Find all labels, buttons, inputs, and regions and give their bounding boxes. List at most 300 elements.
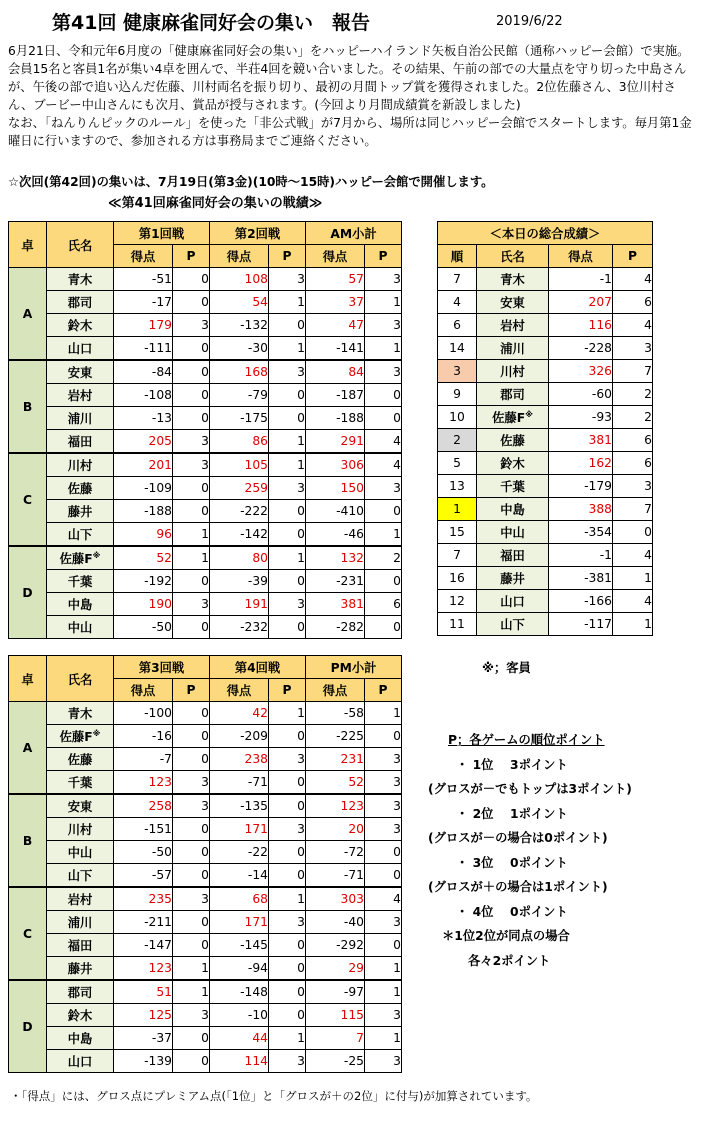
score-cell: -22 [210, 841, 269, 864]
overall-row [438, 314, 653, 337]
table-row [9, 314, 402, 337]
subtotal-score-cell: 57 [306, 268, 365, 291]
subtotal-point-cell: 0 [365, 570, 402, 593]
pm-results-body [9, 702, 402, 1073]
point-cell: 0 [269, 570, 306, 593]
point-cell: 0 [173, 818, 210, 841]
header-p: P [365, 679, 402, 702]
total-score-cell: -1 [549, 544, 613, 567]
point-cell: 0 [173, 911, 210, 934]
point-cell: 1 [173, 523, 210, 547]
rank-cell: 14 [438, 337, 477, 360]
point-cell: 0 [269, 314, 306, 337]
score-cell: 123 [114, 771, 173, 795]
legend-line: ・ 2位 1ポイント [456, 806, 568, 821]
player-name-text: 青木 [67, 273, 93, 287]
player-name-text: 山下 [67, 869, 93, 883]
point-cell: 1 [173, 957, 210, 981]
score-cell: 51 [114, 980, 173, 1004]
table-row [9, 794, 402, 818]
point-cell: 0 [269, 864, 306, 888]
total-point-cell: 1 [613, 613, 653, 636]
subtotal-point-cell: 4 [365, 453, 402, 477]
legend-line: (グロスが＋の場合は1ポイント) [428, 880, 608, 894]
player-name [47, 1004, 114, 1027]
header-score: 得点 [549, 245, 613, 268]
score-cell: 205 [114, 430, 173, 454]
header-score: 得点 [114, 679, 173, 702]
player-name-text: 藤井 [67, 962, 93, 976]
header-p: P [269, 245, 306, 268]
subtotal-score-cell: 381 [306, 593, 365, 616]
header-round1: 第1回戦 [114, 222, 210, 245]
player-name [47, 523, 114, 547]
am-results-body [9, 268, 402, 639]
table-id: B [9, 360, 47, 453]
header-pm-subtotal: PM小計 [306, 656, 402, 679]
pm-results-table [8, 655, 402, 1073]
player-name [477, 521, 549, 544]
player-name-text: 中山 [67, 846, 93, 860]
header-table: 卓 [9, 222, 47, 268]
point-cell: 0 [269, 500, 306, 523]
rank-cell: 7 [438, 268, 477, 291]
total-point-cell: 4 [613, 314, 653, 337]
footnote: ・「得点」には、グロス点にプレミアム点(「1位」と「グロスが＋の2位」に付与)が加算されています。 [10, 1089, 538, 1103]
point-cell: 1 [269, 337, 306, 361]
table-row [9, 616, 402, 639]
score-cell: -13 [114, 407, 173, 430]
header-score: 得点 [114, 245, 173, 268]
subtotal-score-cell: -292 [306, 934, 365, 957]
rank-cell: 6 [438, 314, 477, 337]
player-name [477, 360, 549, 383]
total-score-cell: -1 [549, 268, 613, 291]
point-cell: 3 [173, 771, 210, 795]
player-name-text: 佐藤F [59, 730, 93, 744]
subtotal-point-cell: 1 [365, 523, 402, 547]
player-name-text: 川村 [500, 365, 525, 379]
score-cell: 108 [210, 268, 269, 291]
overall-row [438, 268, 653, 291]
total-score-cell: -179 [549, 475, 613, 498]
score-cell: 171 [210, 911, 269, 934]
header-score: 得点 [306, 245, 365, 268]
score-cell: -151 [114, 818, 173, 841]
header-round3: 第3回戦 [114, 656, 210, 679]
point-cell: 0 [173, 407, 210, 430]
player-name [477, 452, 549, 475]
subtotal-score-cell: -71 [306, 864, 365, 888]
table-row [9, 748, 402, 771]
table-row [9, 841, 402, 864]
point-cell: 0 [269, 841, 306, 864]
intro-paragraph-2: なお、「ねんりんピックのルール」を使った「非公式戦」が7月から、場所は同じハッピー会館でスタートします。毎月第1金曜日に行いますので、参加される方は事務局までご連絡ください。 [8, 116, 692, 148]
player-name-text: 山口 [500, 595, 525, 609]
player-name-text: 福田 [67, 435, 93, 449]
score-cell: -37 [114, 1027, 173, 1050]
total-point-cell: 4 [613, 544, 653, 567]
subtotal-score-cell: 7 [306, 1027, 365, 1050]
subtotal-score-cell: -188 [306, 407, 365, 430]
guest-mark: ※ [92, 728, 101, 738]
player-name-text: 佐藤 [67, 753, 93, 767]
point-cell: 3 [173, 887, 210, 911]
player-name-text: 安東 [67, 366, 93, 380]
table-row [9, 702, 402, 725]
total-point-cell: 4 [613, 590, 653, 613]
header-round4: 第4回戦 [210, 656, 306, 679]
player-name-text: 佐藤F [59, 552, 93, 566]
table-id: C [9, 887, 47, 980]
score-cell: 259 [210, 477, 269, 500]
guest-note: ※；客員 [482, 661, 531, 675]
score-cell: -132 [210, 314, 269, 337]
player-name-text: 藤井 [67, 505, 93, 519]
table-row [9, 453, 402, 477]
total-score-cell: 162 [549, 452, 613, 475]
table-id: A [9, 702, 47, 795]
score-cell: -100 [114, 702, 173, 725]
point-cell: 0 [269, 980, 306, 1004]
header-score: 得点 [306, 679, 365, 702]
player-name [477, 406, 549, 429]
subtotal-point-cell: 3 [365, 911, 402, 934]
header-round2: 第2回戦 [210, 222, 306, 245]
player-name-text: 中島 [67, 1032, 93, 1046]
score-cell: -51 [114, 268, 173, 291]
legend-line: ・ 4位 0ポイント [456, 904, 568, 919]
player-name [47, 980, 114, 1004]
player-name-text: 浦川 [500, 342, 525, 356]
score-cell: -108 [114, 384, 173, 407]
rank-cell: 13 [438, 475, 477, 498]
player-name [47, 841, 114, 864]
player-name-text: 中山 [500, 526, 525, 540]
table-id: D [9, 546, 47, 639]
point-cell: 0 [173, 864, 210, 888]
player-name-text: 青木 [67, 707, 93, 721]
table-id: C [9, 453, 47, 546]
score-cell: 201 [114, 453, 173, 477]
subtotal-score-cell: -225 [306, 725, 365, 748]
player-name-text: 岩村 [500, 319, 525, 333]
player-name [477, 613, 549, 636]
player-name-text: 岩村 [67, 389, 93, 403]
subtotal-point-cell: 3 [365, 360, 402, 384]
table-id: A [9, 268, 47, 361]
player-name [47, 291, 114, 314]
player-name-text: 佐藤 [67, 482, 93, 496]
point-cell: 3 [173, 314, 210, 337]
score-cell: -7 [114, 748, 173, 771]
subtotal-point-cell: 1 [365, 980, 402, 1004]
score-cell: -175 [210, 407, 269, 430]
overall-row [438, 590, 653, 613]
player-name-text: 山口 [67, 1055, 93, 1069]
point-cell: 1 [269, 430, 306, 454]
report-title: 第41回 健康麻雀同好会の集い 報告 [52, 12, 371, 34]
player-name-text: 山下 [67, 528, 93, 542]
total-score-cell: 326 [549, 360, 613, 383]
point-cell: 0 [269, 771, 306, 795]
player-name-text: 佐藤 [500, 434, 525, 448]
total-point-cell: 6 [613, 291, 653, 314]
player-name-text: 中島 [67, 598, 93, 612]
point-cell: 3 [269, 268, 306, 291]
rank-cell: 7 [438, 544, 477, 567]
score-cell: -147 [114, 934, 173, 957]
legend-line: ・ 1位 3ポイント [456, 757, 568, 772]
header-score: 得点 [210, 679, 269, 702]
overall-row [438, 498, 653, 521]
point-cell: 0 [173, 337, 210, 361]
total-point-cell: 7 [613, 360, 653, 383]
player-name [47, 500, 114, 523]
overall-row [438, 452, 653, 475]
player-name-text: 中山 [67, 621, 93, 635]
player-name-text: 浦川 [67, 412, 93, 426]
player-name-text: 千葉 [500, 480, 525, 494]
player-name-text: 浦川 [67, 916, 93, 930]
player-name-text: 鈴木 [67, 319, 93, 333]
subtotal-score-cell: -187 [306, 384, 365, 407]
score-cell: -111 [114, 337, 173, 361]
player-name-text: 安東 [67, 800, 93, 814]
subtotal-score-cell: 123 [306, 794, 365, 818]
score-cell: 54 [210, 291, 269, 314]
total-score-cell: -93 [549, 406, 613, 429]
score-cell: 190 [114, 593, 173, 616]
header-p: P [613, 245, 653, 268]
subtotal-score-cell: 306 [306, 453, 365, 477]
rank-cell: 16 [438, 567, 477, 590]
player-name-text: 郡司 [67, 986, 93, 1000]
point-cell: 3 [173, 794, 210, 818]
player-name [47, 934, 114, 957]
rank-cell: 10 [438, 406, 477, 429]
table-row [9, 864, 402, 888]
guest-mark: ※ [92, 550, 101, 560]
player-name [47, 314, 114, 337]
subtotal-score-cell: -40 [306, 911, 365, 934]
total-point-cell: 2 [613, 406, 653, 429]
player-name [47, 360, 114, 384]
table-row [9, 477, 402, 500]
score-cell: 86 [210, 430, 269, 454]
total-score-cell: -354 [549, 521, 613, 544]
subtotal-point-cell: 0 [365, 500, 402, 523]
header-name: 氏名 [477, 245, 549, 268]
point-cell: 1 [173, 980, 210, 1004]
player-name [477, 567, 549, 590]
next-meeting-notice: ☆次回(第42回)の集いは、7月19日(第3金)(10時～15時)ハッピー会館で開催します。 [8, 175, 494, 189]
table-row [9, 291, 402, 314]
score-cell: -50 [114, 841, 173, 864]
total-point-cell: 7 [613, 498, 653, 521]
subtotal-score-cell: 52 [306, 771, 365, 795]
player-name [47, 957, 114, 981]
subtotal-point-cell: 2 [365, 546, 402, 570]
legend-line: 各々2ポイント [468, 953, 551, 968]
player-name [477, 429, 549, 452]
point-cell: 0 [173, 384, 210, 407]
table-row [9, 911, 402, 934]
table-row [9, 384, 402, 407]
score-cell: 96 [114, 523, 173, 547]
rank-cell: 15 [438, 521, 477, 544]
player-name [47, 725, 114, 748]
subtotal-score-cell: 231 [306, 748, 365, 771]
subtotal-point-cell: 3 [365, 748, 402, 771]
player-name-text: 川村 [67, 823, 93, 837]
total-score-cell: 388 [549, 498, 613, 521]
score-cell: -14 [210, 864, 269, 888]
total-point-cell: 0 [613, 521, 653, 544]
player-name [47, 384, 114, 407]
point-cell: 3 [269, 360, 306, 384]
player-name [47, 477, 114, 500]
player-name [477, 475, 549, 498]
subtotal-score-cell: -46 [306, 523, 365, 547]
player-name-text: 福田 [500, 549, 525, 563]
subtotal-score-cell: 47 [306, 314, 365, 337]
player-name [47, 794, 114, 818]
header-p: P [173, 245, 210, 268]
player-name [47, 453, 114, 477]
table-row [9, 1004, 402, 1027]
player-name [47, 546, 114, 570]
point-cell: 0 [269, 407, 306, 430]
subtotal-score-cell: -410 [306, 500, 365, 523]
table-row [9, 934, 402, 957]
subtotal-score-cell: 84 [306, 360, 365, 384]
player-name [47, 887, 114, 911]
player-name [47, 616, 114, 639]
player-name-text: 福田 [67, 939, 93, 953]
subtotal-point-cell: 1 [365, 291, 402, 314]
point-cell: 0 [269, 725, 306, 748]
point-cell: 0 [173, 934, 210, 957]
player-name [477, 590, 549, 613]
legend-line: ・ 3位 0ポイント [456, 855, 568, 870]
point-cell: 3 [269, 748, 306, 771]
intro-text [8, 42, 698, 150]
score-cell: -57 [114, 864, 173, 888]
rank-cell: 9 [438, 383, 477, 406]
score-cell: 123 [114, 957, 173, 981]
overall-row [438, 521, 653, 544]
legend-line: (グロスが－の場合は0ポイント) [428, 831, 608, 845]
score-cell: -109 [114, 477, 173, 500]
header-table: 卓 [9, 656, 47, 702]
score-cell: -10 [210, 1004, 269, 1027]
legend-line: ＊1位2位が同点の場合 [442, 929, 570, 943]
player-name [477, 498, 549, 521]
point-cell: 0 [173, 748, 210, 771]
point-cell: 3 [173, 593, 210, 616]
point-cell: 0 [173, 477, 210, 500]
score-cell: -135 [210, 794, 269, 818]
point-cell: 0 [173, 360, 210, 384]
table-row [9, 818, 402, 841]
player-name [47, 748, 114, 771]
subtotal-point-cell: 0 [365, 864, 402, 888]
player-name [47, 1050, 114, 1073]
score-cell: 125 [114, 1004, 173, 1027]
legend-title: P；各ゲームの順位ポイント [448, 733, 605, 747]
subtotal-point-cell: 3 [365, 818, 402, 841]
header-p: P [173, 679, 210, 702]
player-name-text: 千葉 [67, 776, 93, 790]
point-cell: 0 [269, 934, 306, 957]
total-score-cell: 381 [549, 429, 613, 452]
points-legend [428, 728, 632, 973]
total-point-cell: 4 [613, 268, 653, 291]
score-cell: 68 [210, 887, 269, 911]
subtotal-score-cell: 303 [306, 887, 365, 911]
table-row [9, 407, 402, 430]
subtotal-score-cell: 150 [306, 477, 365, 500]
am-results-table [8, 221, 402, 639]
subtotal-score-cell: -231 [306, 570, 365, 593]
player-name [47, 570, 114, 593]
table-row [9, 337, 402, 361]
table-id: B [9, 794, 47, 887]
subtotal-point-cell: 3 [365, 477, 402, 500]
overall-row [438, 383, 653, 406]
player-name [477, 544, 549, 567]
table-row [9, 593, 402, 616]
point-cell: 1 [269, 453, 306, 477]
point-cell: 1 [269, 291, 306, 314]
total-point-cell: 3 [613, 337, 653, 360]
subtotal-point-cell: 0 [365, 407, 402, 430]
player-name [47, 702, 114, 725]
point-cell: 3 [173, 1004, 210, 1027]
table-row [9, 725, 402, 748]
subtotal-score-cell: -97 [306, 980, 365, 1004]
rank-cell: 3 [438, 360, 477, 383]
table-row [9, 546, 402, 570]
total-score-cell: -381 [549, 567, 613, 590]
header-am-subtotal: AM小計 [306, 222, 402, 245]
header-name: 氏名 [47, 222, 114, 268]
player-name-text: 山下 [500, 618, 525, 632]
table-row [9, 887, 402, 911]
subtotal-point-cell: 0 [365, 725, 402, 748]
table-row [9, 957, 402, 981]
player-name-text: 郡司 [67, 296, 93, 310]
subtotal-point-cell: 3 [365, 771, 402, 795]
subtotal-score-cell: 20 [306, 818, 365, 841]
player-name-text: 中島 [500, 503, 525, 517]
table-id: D [9, 980, 47, 1073]
subtotal-score-cell: 291 [306, 430, 365, 454]
subtotal-point-cell: 1 [365, 337, 402, 361]
player-name [47, 911, 114, 934]
score-cell: -188 [114, 500, 173, 523]
point-cell: 0 [173, 268, 210, 291]
point-cell: 1 [269, 887, 306, 911]
total-score-cell: -60 [549, 383, 613, 406]
subtotal-point-cell: 3 [365, 1004, 402, 1027]
score-cell: 258 [114, 794, 173, 818]
point-cell: 0 [173, 291, 210, 314]
score-cell: 168 [210, 360, 269, 384]
table-row [9, 771, 402, 795]
table-row [9, 980, 402, 1004]
